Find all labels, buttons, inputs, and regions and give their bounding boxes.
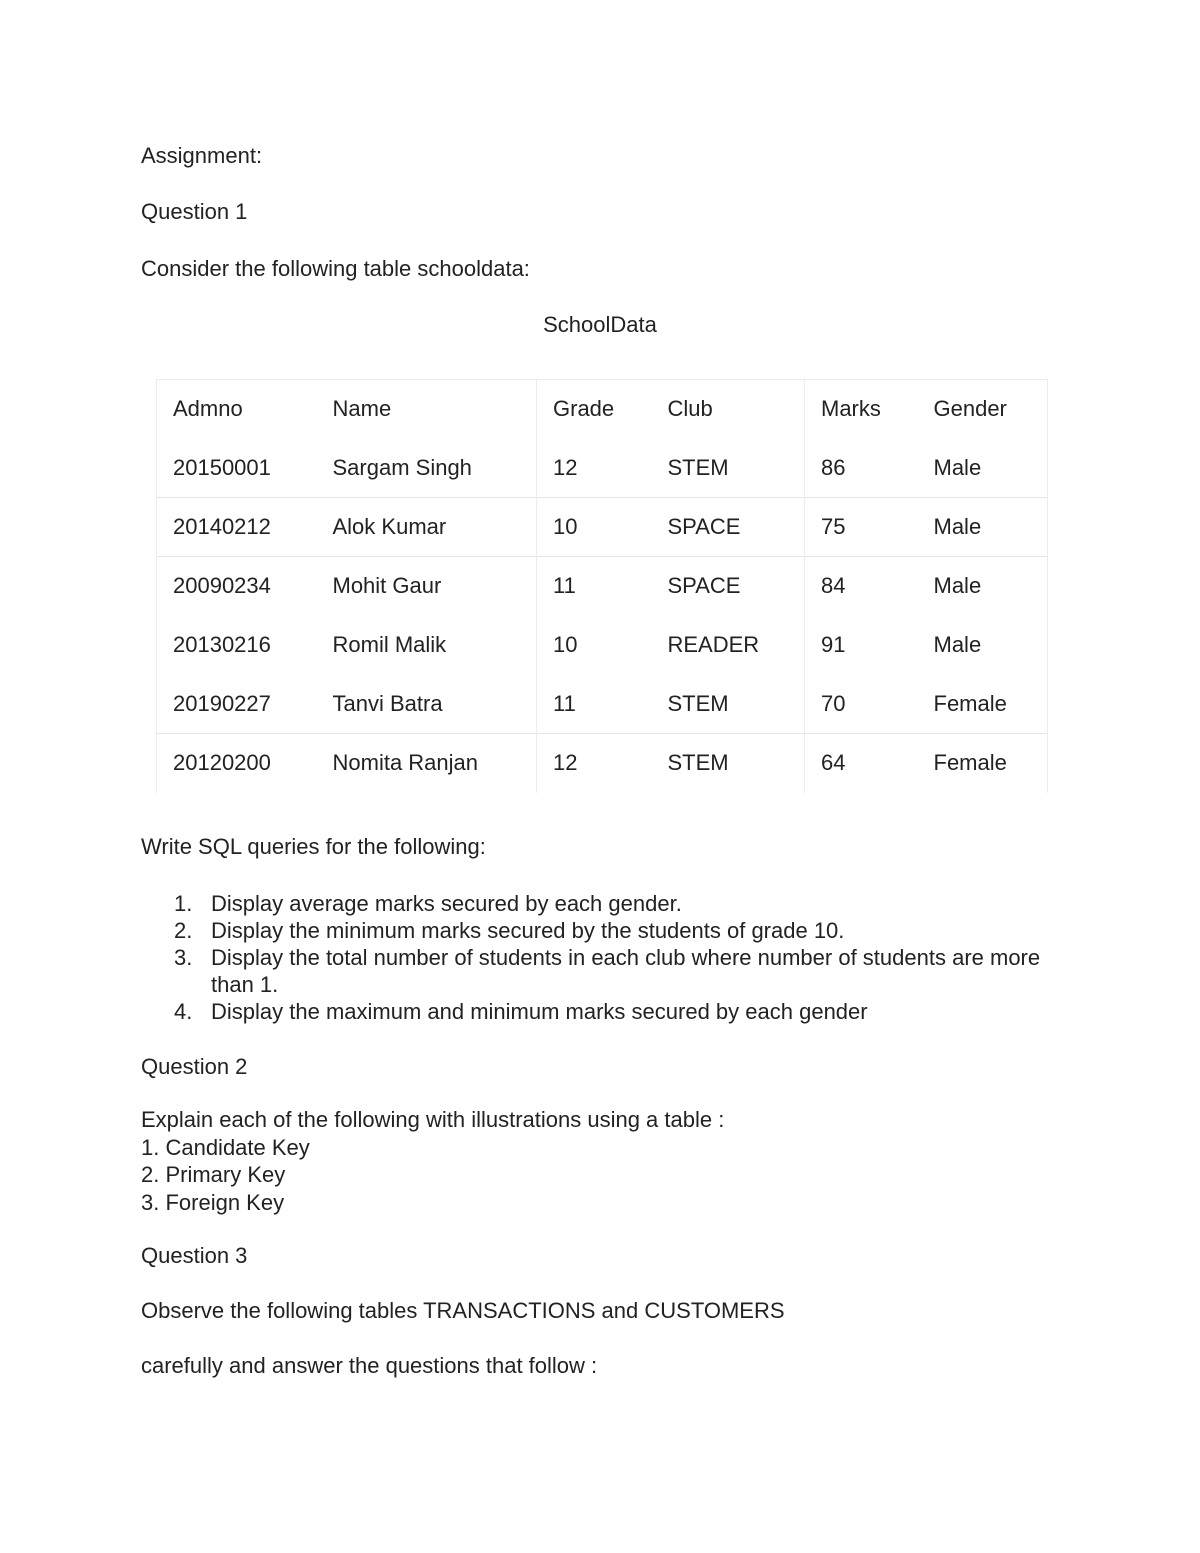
- table-cell: Female: [918, 734, 1048, 793]
- table-cell: 84: [805, 557, 918, 616]
- list-number: 1.: [174, 891, 193, 916]
- list-number: 2.: [174, 918, 193, 943]
- table-cell: Male: [918, 616, 1048, 675]
- table-cell: 64: [805, 734, 918, 793]
- table-row: [157, 439, 1048, 498]
- column-header: Name: [332, 396, 392, 422]
- table-cell: 10: [537, 616, 652, 675]
- table-cell: 20120200: [157, 734, 317, 793]
- table-cell: Nomita Ranjan: [332, 750, 479, 776]
- question-2-heading: Question 2: [141, 1054, 248, 1079]
- list-number: 4.: [174, 999, 193, 1024]
- table-cell: 10: [537, 498, 652, 557]
- table-cell: 70: [805, 675, 918, 734]
- table-row: [157, 734, 1048, 793]
- list-number: 3.: [174, 945, 193, 970]
- table-cell: READER: [667, 632, 760, 657]
- table-row: [157, 498, 1048, 557]
- question-1-intro: Consider the following table schooldata:: [141, 256, 530, 281]
- column-header: Club: [667, 396, 713, 422]
- table-cell: Male: [918, 439, 1048, 498]
- table-cell: 91: [805, 616, 918, 675]
- list-item: 3. Foreign Key: [141, 1189, 285, 1215]
- column-header: Gender: [918, 380, 1048, 439]
- table-cell: 20140212: [157, 498, 317, 557]
- table-row: [157, 616, 1048, 675]
- table-cell: 12: [537, 734, 652, 793]
- column-header: Admno: [157, 380, 317, 439]
- table-cell: STEM: [667, 750, 729, 776]
- list-item: [174, 890, 1041, 917]
- table-cell: 20190227: [157, 675, 317, 734]
- list-text: Display the minimum marks secured by the students of grade 10.: [211, 918, 845, 943]
- table-cell: 12: [537, 439, 652, 498]
- table-cell: Male: [918, 498, 1048, 557]
- table-cell: 11: [537, 675, 652, 734]
- column-header: Marks: [805, 380, 918, 439]
- question-2-intro: Explain each of the following with illustrations using a table :: [141, 1107, 725, 1132]
- table-cell: Alok Kumar: [332, 514, 447, 539]
- table-cell: Tanvi Batra: [332, 690, 443, 716]
- question-2-body: [141, 1106, 724, 1216]
- table-row: [157, 557, 1048, 616]
- table-caption: SchoolData: [543, 312, 657, 337]
- table-header-row: [157, 380, 1048, 439]
- assignment-title: Assignment:: [141, 143, 263, 168]
- table-cell: STEM: [667, 690, 729, 716]
- question-3-line-2: carefully and answer the questions that follow :: [141, 1353, 598, 1378]
- question-3-heading: Question 3: [141, 1243, 248, 1268]
- table-cell: Female: [918, 675, 1048, 734]
- list-item: 1. Candidate Key: [141, 1134, 310, 1160]
- table-cell: Romil Malik: [332, 632, 447, 657]
- table-cell: SPACE: [667, 573, 741, 599]
- list-item: [174, 917, 1041, 944]
- list-item: [174, 998, 1041, 1025]
- schooldata-table: [156, 379, 1048, 793]
- list-text: Display the total number of students in each club where number of students are more than 1.: [211, 945, 1041, 997]
- column-header: Grade: [537, 380, 652, 439]
- task-list: [174, 890, 1041, 1025]
- table-cell: 20090234: [157, 557, 317, 616]
- table-cell: 11: [537, 557, 652, 616]
- table-cell: STEM: [667, 454, 729, 480]
- list-item: 2. Primary Key: [141, 1162, 286, 1187]
- question-1-heading: Question 1: [141, 199, 248, 224]
- question-3-line-1: Observe the following tables TRANSACTIONS and CUSTOMERS: [141, 1298, 785, 1323]
- table-cell: Male: [918, 557, 1048, 616]
- table-cell: Mohit Gaur: [332, 573, 442, 599]
- table-cell: 20150001: [157, 439, 317, 498]
- task-intro: Write SQL queries for the following:: [141, 834, 486, 859]
- list-item: [174, 944, 1041, 998]
- table-cell: 75: [805, 498, 918, 557]
- list-text: Display average marks secured by each gender.: [211, 891, 682, 916]
- list-text: Display the maximum and minimum marks secured by each gender: [211, 999, 868, 1024]
- table-cell: Sargam Singh: [332, 454, 472, 480]
- table-cell: SPACE: [667, 514, 741, 539]
- table-cell: 86: [805, 439, 918, 498]
- table-cell: 20130216: [157, 616, 317, 675]
- table-row: [157, 675, 1048, 734]
